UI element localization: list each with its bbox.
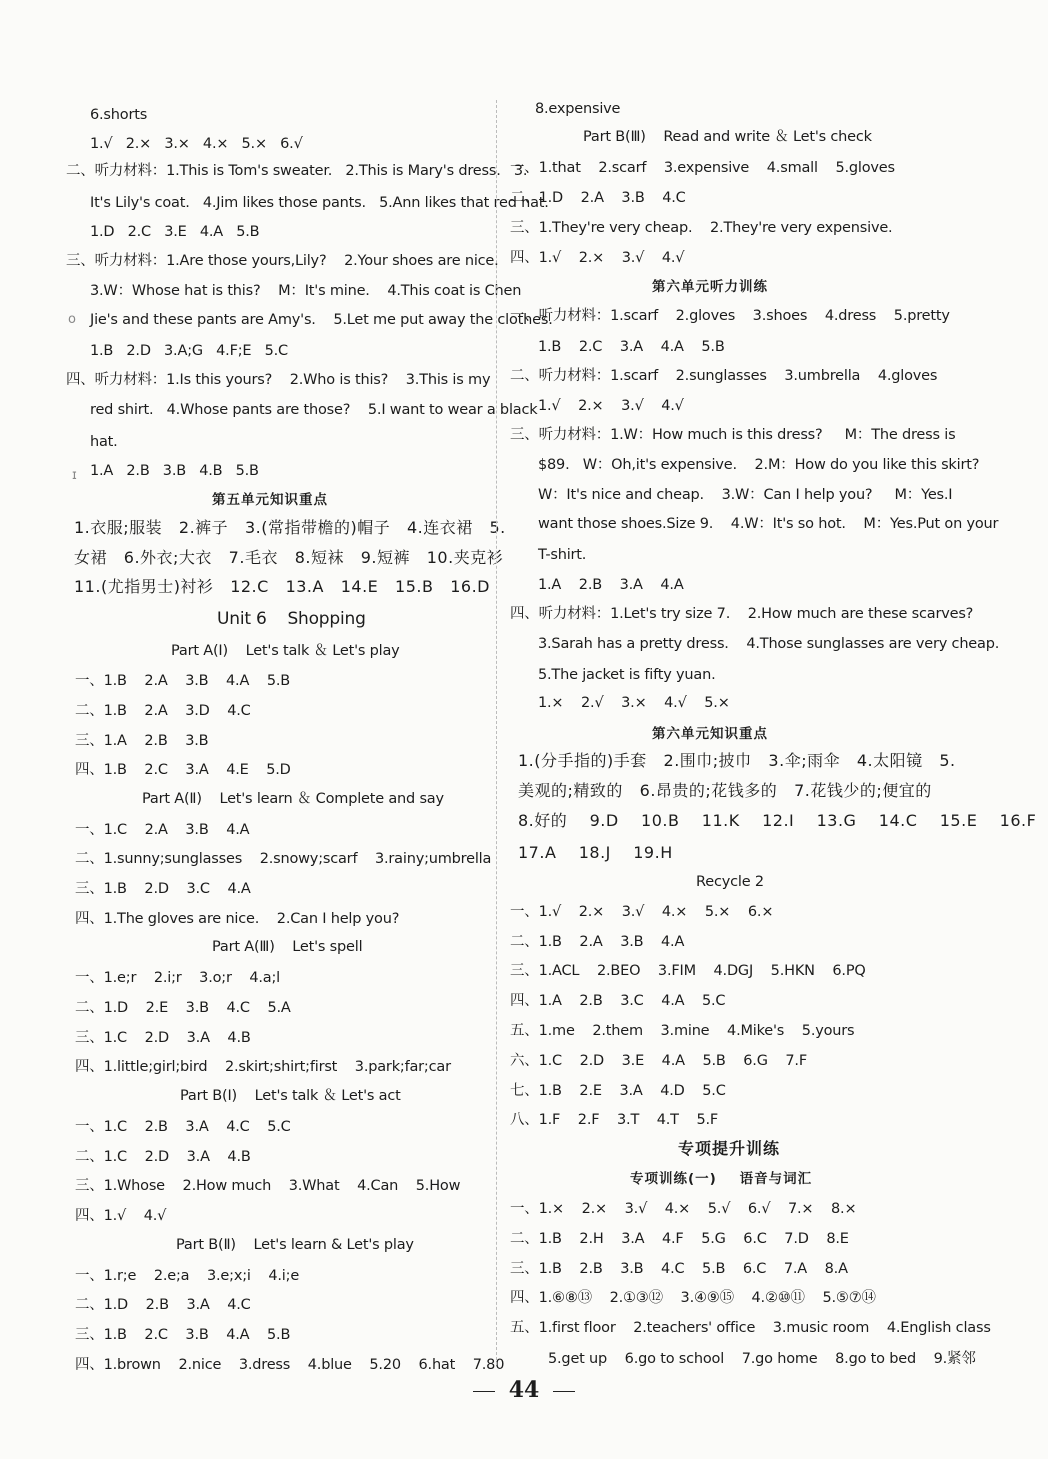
answer-line: 四、1.B 2.C 3.A 4.E 5.D — [75, 762, 291, 778]
answer-line: 3.Sarah has a pretty dress. 4.Those sunglasses are very cheap. — [538, 636, 1000, 652]
answer-line: 一、1.B 2.A 3.B 4.A 5.B — [75, 673, 290, 689]
answer-line: 一、1.× 2.× 3.√ 4.× 5.√ 6.√ 7.× 8.× — [510, 1201, 857, 1217]
answer-line: 二、1.D 2.B 3.A 4.C — [75, 1297, 251, 1313]
section-heading: Part A(Ⅱ) Let's learn ＆ Complete and say — [142, 791, 444, 807]
answer-line: W：It's nice and cheap. 3.W：Can I help you? M：Yes.I — [538, 487, 953, 503]
answer-line: 1.B 2.C 3.A 4.A 5.B — [538, 339, 725, 355]
column-divider — [496, 100, 497, 1365]
answer-line: 八、1.F 2.F 3.T 4.T 5.F — [510, 1112, 719, 1128]
answer-line: 11.(尤指男士)衬衫 12.C 13.A 14.E 15.B 16.D — [74, 577, 490, 596]
answer-line: want those shoes.Size 9. 4.W：It's so hot. M：Yes.Put on your — [538, 516, 999, 532]
answer-line: 四、1.A 2.B 3.C 4.A 5.C — [510, 993, 726, 1009]
answer-line: It's Lily's coat. 4.Jim likes those pants. 5.Ann likes that red hat. — [90, 195, 549, 211]
answer-line: 1.(分手指的)手套 2.围巾;披巾 3.伞;雨伞 4.太阳镜 5. — [518, 751, 956, 770]
answer-line: 二、听力材料：1.scarf 2.sunglasses 3.umbrella 4.gloves — [510, 368, 938, 384]
answer-line: 三、1.B 2.C 3.B 4.A 5.B — [75, 1327, 291, 1343]
answer-line: 女裙 6.外衣;大衣 7.毛衣 8.短袜 9.短裤 10.夹克衫 — [74, 548, 504, 567]
answer-line: 一、1.C 2.B 3.A 4.C 5.C — [75, 1119, 291, 1135]
answer-line: 三、1.B 2.B 3.B 4.C 5.B 6.C 7.A 8.A — [510, 1261, 848, 1277]
answer-line: 三、1.C 2.D 3.A 4.B — [75, 1030, 251, 1046]
answer-line: 二、1.B 2.A 3.B 4.A — [510, 934, 685, 950]
section-heading: 第六单元听力训练 — [652, 279, 768, 295]
answer-line: 一、1.that 2.scarf 3.expensive 4.small 5.gloves — [510, 160, 895, 176]
answer-line: 四、1.The gloves are nice. 2.Can I help you? — [75, 911, 400, 927]
answer-line: 四、听力材料：1.Let's try size 7. 2.How much are these scarves? — [510, 606, 974, 622]
section-heading: Unit 6 Shopping — [217, 609, 366, 629]
answer-line: 二、1.C 2.D 3.A 4.B — [75, 1149, 251, 1165]
answer-line: 二、听力材料：1.This is Tom's sweater. 2.This is Mary's dress. 3. — [66, 163, 528, 179]
answer-line: red shirt. 4.Whose pants are those? 5.I want to wear a black — [90, 402, 538, 418]
answer-line: 1.A 2.B 3.A 4.A — [538, 577, 684, 593]
page-number-text: 44 — [508, 1377, 540, 1403]
answer-line: 三、听力材料：1.Are those yours,Lily? 2.Your shoes are nice. — [66, 253, 499, 269]
answer-line: 三、1.B 2.D 3.C 4.A — [75, 881, 251, 897]
answer-line: 3.W：Whose hat is this? M：It's mine. 4.This coat is Chen — [90, 283, 522, 299]
answer-line: 一、1.e;r 2.i;r 3.o;r 4.a;l — [75, 970, 281, 986]
section-heading: 第六单元知识重点 — [652, 726, 768, 742]
answer-line: T-shirt. — [538, 547, 587, 563]
answer-line: Jie's and these pants are Amy's. 5.Let me put away the clothes. — [90, 312, 553, 328]
answer-line: 二、1.B 2.A 3.D 4.C — [75, 703, 251, 719]
margin-mark: o — [68, 312, 76, 327]
answer-line: 四、1.little;girl;bird 2.skirt;shirt;first 3.park;far;car — [75, 1059, 451, 1075]
answer-line: 1.√ 2.× 3.× 4.× 5.× 6.√ — [90, 136, 303, 152]
answer-line: 1.B 2.D 3.A;G 4.F;E 5.C — [90, 343, 288, 359]
answer-line: 三、1.ACL 2.BEO 3.FIM 4.DGJ 5.HKN 6.PQ — [510, 963, 866, 979]
right-dash — [553, 1391, 575, 1392]
answer-line: 三、1.They're very cheap. 2.They're very expensive. — [510, 220, 893, 236]
answer-line: 5.The jacket is fifty yuan. — [538, 667, 716, 683]
answer-line: 17.A 18.J 19.H — [518, 843, 673, 862]
answer-line: 一、1.C 2.A 3.B 4.A — [75, 822, 250, 838]
answer-line: 1.√ 2.× 3.√ 4.√ — [538, 398, 684, 414]
answer-line: hat. — [90, 434, 118, 450]
answer-line: 二、1.D 2.E 3.B 4.C 5.A — [75, 1000, 291, 1016]
answer-line: 二、1.sunny;sunglasses 2.snowy;scarf 3.rainy;umbrella — [75, 851, 492, 867]
answer-line: 三、听力材料：1.W：How much is this dress? M：The dress is — [510, 427, 956, 443]
answer-line: 一、1.r;e 2.e;a 3.e;x;i 4.i;e — [75, 1268, 300, 1284]
answer-line: 1.× 2.√ 3.× 4.√ 5.× — [538, 695, 730, 711]
answer-line: 四、1.brown 2.nice 3.dress 4.blue 5.20 6.hat 7.80 — [75, 1357, 505, 1373]
section-heading: Part B(Ⅲ) Read and write ＆ Let's check — [583, 129, 872, 145]
answer-line: 8.好的 9.D 10.B 11.K 12.I 13.G 14.C 15.E 16.F — [518, 811, 1037, 830]
answer-line: 1.D 2.C 3.E 4.A 5.B — [90, 224, 260, 240]
section-heading: Part B(Ⅰ) Let's talk ＆ Let's act — [180, 1088, 401, 1104]
answer-line: 一、1.√ 2.× 3.√ 4.× 5.× 6.× — [510, 904, 774, 920]
answer-line: 5.get up 6.go to school 7.go home 8.go to bed 9.紧邻 — [548, 1351, 976, 1367]
section-heading: 第五单元知识重点 — [212, 492, 328, 508]
left-dash — [473, 1391, 495, 1392]
page-number — [0, 1378, 1048, 1402]
section-heading: Part A(Ⅰ) Let's talk ＆ Let's play — [171, 643, 400, 659]
section-heading: 专项训练(一) 语音与词汇 — [630, 1171, 813, 1187]
answer-line: 二、1.D 2.A 3.B 4.C — [510, 190, 686, 206]
answer-line: 四、1.√ 2.× 3.√ 4.√ — [510, 250, 685, 266]
answer-line: 五、1.me 2.them 3.mine 4.Mike's 5.yours — [510, 1023, 855, 1039]
answer-line: 六、1.C 2.D 3.E 4.A 5.B 6.G 7.F — [510, 1053, 807, 1069]
answer-line: 一、听力材料：1.scarf 2.gloves 3.shoes 4.dress 5.pretty — [510, 308, 950, 324]
answer-line: 三、1.Whose 2.How much 3.What 4.Can 5.How — [75, 1178, 461, 1194]
answer-line: 8.expensive — [535, 101, 621, 117]
margin-mark: ɪ — [72, 468, 77, 483]
answer-line: 四、1.⑥⑧⑬ 2.①③⑫ 3.④⑨⑮ 4.②⑩⑪ 5.⑤⑦⑭ — [510, 1290, 876, 1306]
section-heading: Part B(Ⅱ) Let's learn & Let's play — [176, 1237, 414, 1253]
answer-line: 二、1.B 2.H 3.A 4.F 5.G 6.C 7.D 8.E — [510, 1231, 849, 1247]
answer-line: 五、1.first floor 2.teachers' office 3.music room 4.English class — [510, 1320, 991, 1336]
answer-line: $89. W：Oh,it's expensive. 2.M：How do you like this skirt? — [538, 457, 980, 473]
answer-line: 三、1.A 2.B 3.B — [75, 733, 209, 749]
answer-line: 美观的;精致的 6.昂贵的;花钱多的 7.花钱少的;便宜的 — [518, 781, 932, 800]
answer-line: 1.A 2.B 3.B 4.B 5.B — [90, 463, 259, 479]
section-heading: Part A(Ⅲ) Let's spell — [212, 939, 363, 955]
answer-line: 四、听力材料：1.Is this yours? 2.Who is this? 3.This is my — [66, 372, 491, 388]
answer-line: 四、1.√ 4.√ — [75, 1208, 167, 1224]
section-heading: 专项提升训练 — [678, 1139, 781, 1158]
answer-line: 1.衣服;服装 2.裤子 3.(常指带檐的)帽子 4.连衣裙 5. — [74, 518, 506, 537]
section-heading: Recycle 2 — [696, 874, 764, 890]
answer-line: 6.shorts — [90, 107, 148, 123]
answer-line: 七、1.B 2.E 3.A 4.D 5.C — [510, 1083, 726, 1099]
